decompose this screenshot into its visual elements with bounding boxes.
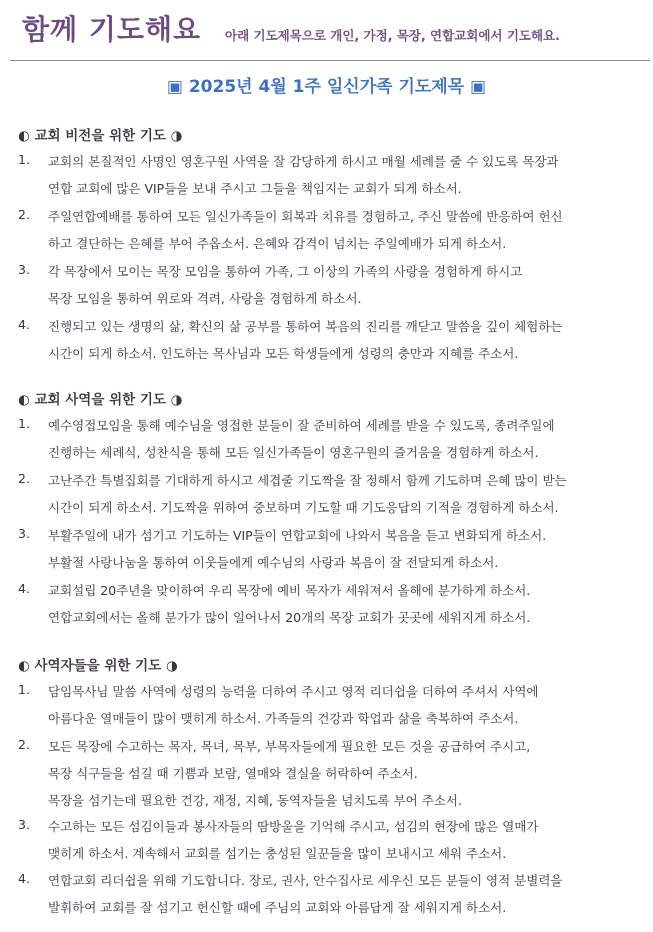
item-number: 1. <box>18 152 30 167</box>
item-line: 주일연합예배를 통하여 모든 일신가족들이 회복과 치유를 경험하고, 주신 말씀에 반응하여 헌신 <box>48 209 563 224</box>
item-line: 하고 결단하는 은혜를 부어 주옵소서. 은혜와 감격이 넘치는 주일예배가 되게 하소서. <box>48 236 507 251</box>
item-number: 2. <box>18 207 30 222</box>
header <box>0 0 653 62</box>
item-line: 모든 목장에 수고하는 목자, 목녀, 목부, 부목자들에게 필요한 모든 것을 공급하여 주시고, <box>48 739 531 754</box>
item-line: 교회의 본질적인 사명인 영혼구원 사역을 잘 감당하게 하시고 매월 세례를 줄 수 있도록 목장과 <box>48 154 559 169</box>
section-heading: ◐ 사역자들을 위한 기도 ◑ <box>18 658 178 674</box>
item-line: 아름다운 열매들이 많이 맺히게 하소서. 가족들의 건강과 학업과 삶을 축복하여 주소서. <box>48 711 519 726</box>
item-number: 1. <box>18 682 30 697</box>
header-title: 함께 기도해요 <box>22 13 202 46</box>
section-heading: ◐ 교회 비전을 위한 기도 ◑ <box>18 128 183 144</box>
item-number: 4. <box>18 317 30 332</box>
page-title: ▣ 2025년 4월 1주 일신가족 기도제목 ▣ <box>166 77 487 97</box>
item-number: 2. <box>18 737 30 752</box>
item-number: 3. <box>18 262 30 277</box>
item-number: 4. <box>18 871 30 886</box>
item-line: 부활절 사랑나눔을 통하여 이웃들에게 예수님의 사랑과 복음이 잘 전달되게 하소서. <box>48 555 499 570</box>
item-line: 각 목장에서 모이는 목장 모임을 통하여 가족, 그 이상의 가족의 사랑을 경험하게 하시고 <box>48 264 523 279</box>
item-line: 시간이 되게 하소서. 인도하는 목사님과 모든 학생들에게 성령의 충만과 지혜를 주소서. <box>48 346 519 361</box>
item-line: 시간이 되게 하소서. 기도짝을 위하여 중보하며 기도할 때 기도응답의 기적을 경험하게 하소서. <box>48 500 559 515</box>
item-line: 연합 교회에 많은 VIP들을 보내 주시고 그들을 책임지는 교회가 되게 하소서. <box>48 181 462 196</box>
header-subtitle: 아래 기도제목으로 개인, 가정, 목장, 연합교회에서 기도해요. <box>225 28 560 43</box>
section-heading: ◐ 교회 사역을 위한 기도 ◑ <box>18 392 183 408</box>
item-number: 3. <box>18 526 30 541</box>
item-line: 수고하는 모든 섬김이들과 봉사자들의 땀방울을 기억해 주시고, 섬김의 현장에 많은 열매가 <box>48 819 539 834</box>
item-line: 목장 식구들을 섬길 때 기쁨과 보람, 열매와 결실을 허락하여 주소서. <box>48 766 418 781</box>
item-line: 진행되고 있는 생명의 삶, 확신의 삶 공부를 통하여 복음의 진리를 깨닫고 말씀을 깊이 체험하는 <box>48 319 563 334</box>
item-line: 고난주간 특별집회를 기대하게 하시고 세겹줄 기도짝을 잘 정해서 함께 기도하며 은혜 많이 받는 <box>48 473 567 488</box>
header-divider <box>10 60 650 61</box>
item-line: 목장 모임을 통하여 위로와 격려, 사랑을 경험하게 하소서. <box>48 291 362 306</box>
item-line: 담임목사님 말씀 사역에 성령의 능력을 더하여 주시고 영적 리더쉽을 더하여 주셔서 사역에 <box>48 684 539 699</box>
item-line: 목장을 섬기는데 필요한 건강, 재정, 지혜, 동역자들을 넘치도록 부어 주소서. <box>48 793 462 808</box>
item-line: 예수영접모임을 통해 예수님을 영접한 분들이 잘 준비하여 세례를 받을 수 있도록, 종려주일에 <box>48 418 555 433</box>
item-number: 2. <box>18 471 30 486</box>
item-line: 진행하는 세례식, 성찬식을 통해 모든 일신가족들이 영혼구원의 즐거움을 경험하게 하소서. <box>48 445 539 460</box>
item-number: 4. <box>18 581 30 596</box>
item-number: 3. <box>18 817 30 832</box>
item-line: 발휘하여 교회를 잘 섬기고 헌신할 때에 주님의 교회와 아름답게 잘 세워지게 하소서. <box>48 900 507 915</box>
item-number: 1. <box>18 416 30 431</box>
item-line: 교회설립 20주년을 맞이하여 우리 목장에 예비 목자가 세워져서 올해에 분가하게 하소서. <box>48 583 531 598</box>
item-line: 연합교회 리더쉽을 위해 기도합니다. 장로, 권사, 안수집사로 세우신 모든 분들이 영적 분별력을 <box>48 873 563 888</box>
item-line: 맺히게 하소서. 계속해서 교회를 섬기는 충성된 일꾼들을 많이 보내시고 세워 주소서. <box>48 846 507 861</box>
item-line: 부활주일에 내가 섬기고 기도하는 VIP들이 연합교회에 나와서 복음을 듣고 변화되게 하소서. <box>48 528 547 543</box>
item-line: 연합교회에서는 올해 분가가 많이 일어나서 20개의 목장 교회가 곳곳에 세워지게 하소서. <box>48 610 531 625</box>
